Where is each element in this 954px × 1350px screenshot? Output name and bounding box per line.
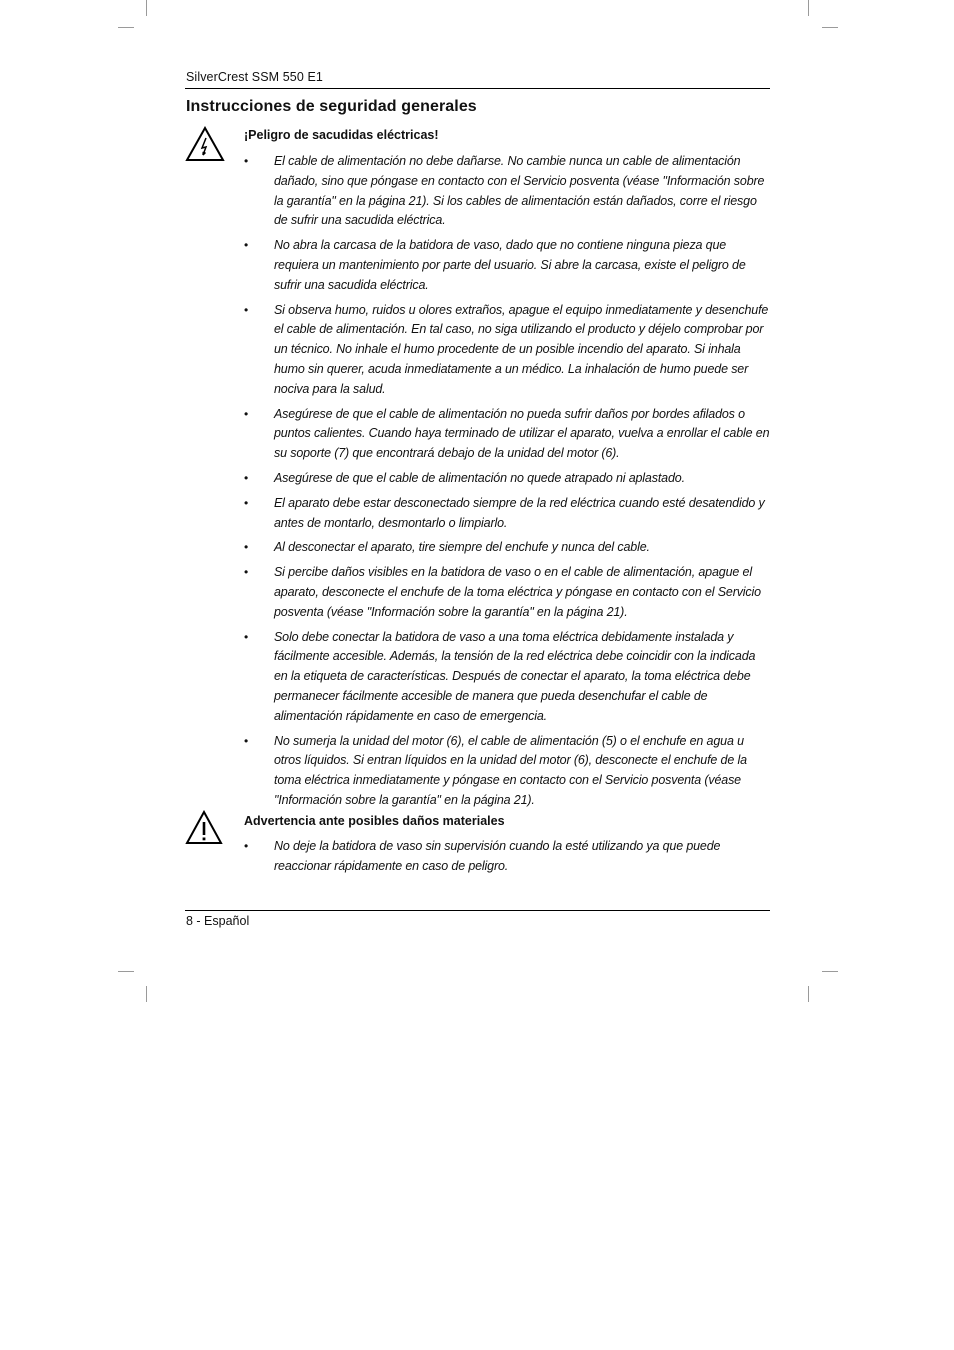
bullet: • — [244, 839, 249, 853]
list-item-text: El aparato debe estar desconectado siempre de la red eléctrica cuando esté desatendido y antes de montarlo, desmontarlo o limpiarlo. — [274, 495, 765, 530]
electric-shock-warning-icon — [185, 126, 225, 162]
list-item — [244, 837, 770, 877]
list-item — [244, 563, 770, 622]
bullet: • — [244, 629, 249, 644]
list-item — [244, 405, 770, 464]
material-safety-list — [244, 837, 770, 882]
bullet: • — [244, 406, 249, 421]
list-item — [244, 494, 770, 534]
crop-mark — [822, 971, 838, 972]
crop-mark — [118, 27, 134, 28]
footer-rule — [185, 910, 770, 911]
list-item — [244, 236, 770, 295]
list-item-text: Si percibe daños visibles en la batidora de vaso o en el cable de alimentación, apague el aparato, desconecte el enchufe de la toma eléctrica y póngase en contacto con el Servicio posventa (véase "Información sobre la garantía" en la página 21). — [274, 565, 761, 619]
bullet: • — [244, 302, 249, 317]
crop-mark — [822, 27, 838, 28]
electric-shock-heading: ¡Peligro de sacudidas eléctricas! — [244, 128, 439, 142]
list-item — [244, 732, 770, 811]
bullet: • — [244, 238, 249, 253]
warning-icon — [185, 810, 223, 845]
bullet: • — [244, 540, 249, 555]
electric-safety-list — [244, 152, 770, 816]
list-item-text: Asegúrese de que el cable de alimentación no pueda sufrir daños por bordes afilados o puntos calientes. Cuando haya terminado de utilizar el aparato, vuelva a enrollar el cable en su soporte (7) que encontrará debajo de la unidad del motor (6). — [274, 406, 770, 461]
running-header: SilverCrest SSM 550 E1 — [186, 70, 323, 84]
list-item-text: El cable de alimentación no debe dañarse. No cambie nunca un cable de alimentación dañado, sino que póngase en contacto con el Servicio posventa (véase "Información sobre la garantía" en la página 21). Si los cables de alimentación están dañados, corre el riesgo de sufrir una sacudida eléctrica. — [274, 154, 765, 228]
bullet: • — [244, 565, 249, 580]
header-rule — [185, 88, 770, 89]
list-item — [244, 538, 770, 558]
page-number: 8 - Español — [186, 914, 250, 928]
list-item — [244, 152, 770, 231]
list-item-text: No deje la batidora de vaso sin supervisión cuando la esté utilizando ya que puede reaccionar rápidamente en caso de peligro. — [274, 839, 721, 873]
list-item — [244, 301, 770, 400]
list-item — [244, 628, 770, 727]
crop-mark — [808, 986, 809, 1002]
list-item — [244, 469, 770, 489]
material-damage-heading: Advertencia ante posibles daños materiales — [244, 814, 505, 828]
list-item-text: Al desconectar el aparato, tire siempre del enchufe y nunca del cable. — [274, 540, 650, 555]
list-item-text: No abra la carcasa de la batidora de vaso, dado que no contiene ninguna pieza que requiera un mantenimiento por parte del usuario. Si abre la carcasa, existe el peligro de sufrir una sacudida eléctrica. — [274, 238, 746, 292]
bullet: • — [244, 154, 249, 168]
list-item-text: No sumerja la unidad del motor (6), el cable de alimentación (5) o el enchufe en agua u otros líquidos. Si entran líquidos en la unidad del motor (6), desconecte el enchufe de la toma eléctrica inmediatamente y póngase en contacto con el Servicio posventa (véase "Información sobre la garantía" en la página 21). — [274, 733, 747, 807]
list-item-text: Asegúrese de que el cable de alimentación no quede atrapado ni aplastado. — [274, 470, 685, 485]
bullet: • — [244, 470, 249, 485]
bullet: • — [244, 733, 249, 748]
list-item-text: Solo debe conectar la batidora de vaso a una toma eléctrica debidamente instalada y fácilmente accesible. Además, la tensión de la red eléctrica debe coincidir con la indicada en la etiqueta de características. Después de conectar el aparato, la toma eléctrica debe permanecer fácilmente accesible de manera que pueda desenchufar el cable de alimentación rápidamente en caso de emergencia. — [274, 629, 756, 723]
crop-mark — [118, 971, 134, 972]
crop-mark — [808, 0, 809, 16]
crop-mark — [146, 0, 147, 16]
crop-mark — [146, 986, 147, 1002]
section-title: Instrucciones de seguridad generales — [186, 98, 477, 115]
list-item-text: Si observa humo, ruidos u olores extraños, apague el equipo inmediatamente y desenchufe el cable de alimentación. En tal caso, no siga utilizando el producto y déjelo comprobar por un técnico. No inhale el humo procedente de un posible incendio del aparato. Si inhala humo sin querer, acuda inmediatamente a un médico. La inhalación de humo puede ser nociva para la salud. — [274, 302, 769, 396]
bullet: • — [244, 495, 249, 510]
